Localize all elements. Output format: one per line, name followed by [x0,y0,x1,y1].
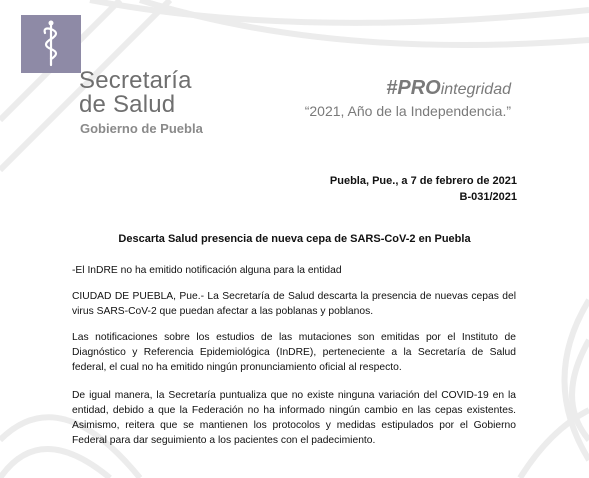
hashtag-bold: #PRO [386,77,441,99]
year-motto: “2021, Año de la Independencia.” [304,103,511,119]
government-label: Gobierno de Puebla [80,121,203,136]
place-date: Puebla, Pue., a 7 de febrero de 2021 [329,175,517,187]
logo-badge [21,15,81,73]
paragraph-1: CIUDAD DE PUEBLA, Pue.- La Secretaría de Salud descarta la presencia de nuevas cepas del virus SARS-CoV-2 que puedan afectar a las poblanas y poblanos. [72,291,516,317]
caduceus-icon [21,15,81,73]
paragraph-3: De igual manera, la Secretaría puntualiza que no existe ninguna variación del COVID-19 en la entidad, debido a que la Federación no ha informado ningún cambio en las cepas existentes. Asimismo, reitera que se mantienen los protocolos y medidas estipulados por el Gobierno Federal para dar seguimiento a los pacientes con el padecimiento. [72,390,516,446]
org-name-line1: Secretaría [79,67,192,94]
dateline [330,173,517,205]
subtitle-line: -El InDRE no ha emitido notificación alguna para la entidad [72,265,342,276]
release-title: Descarta Salud presencia de nueva cepa de SARS-CoV-2 en Puebla [118,233,471,245]
hashtag-slogan [386,77,511,100]
bulletin-number: B-031/2021 [459,191,517,203]
org-name-line2: de Salud [79,91,176,118]
hashtag-rest: integridad [440,81,511,98]
paragraph-2: Las notificaciones sobre los estudios de las mutaciones son emitidas por el Instituto de Diagnóstico y Referencia Epidemiológica (InDRE), perteneciente a la Secretaría de Salud federal, el cual no ha emitido ningún pronunciamiento oficial al respecto. [72,332,516,373]
